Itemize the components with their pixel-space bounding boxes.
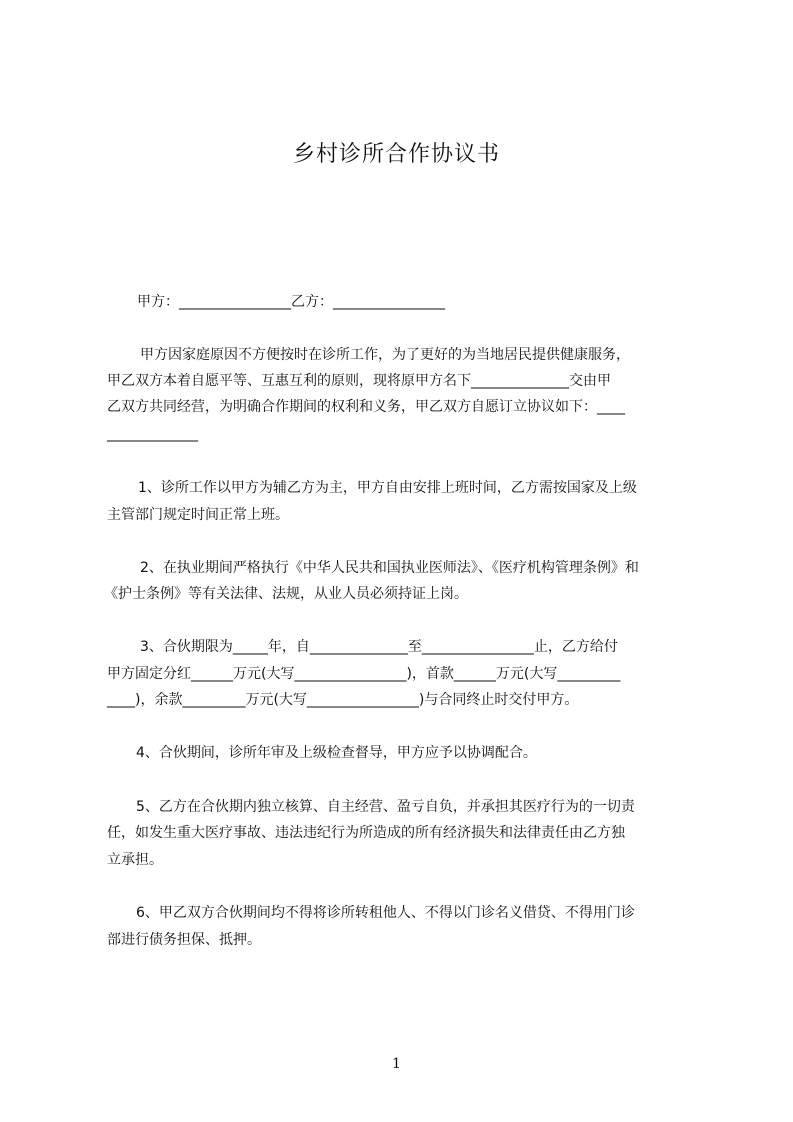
clause-line: 任，如发生重大医疗事故、违法违纪行为所造成的所有经济损失和法律责任由乙方独: [107, 825, 625, 841]
clause-line: 1、诊所工作以甲方为辅乙方为主，甲方自由安排上班时间，乙方需按国家及上级: [138, 480, 637, 496]
parties-line: 甲方：________________乙方：________________: [137, 294, 445, 310]
clause-line: 部进行债务担保、抵押。: [107, 932, 261, 948]
preamble-line: 甲方因家庭原因不方便按时在诊所工作，为了更好的为当地居民提供健康服务，: [140, 347, 630, 363]
preamble-line: _____________: [107, 426, 198, 442]
preamble-line: 甲乙双方本着自愿平等、互惠互利的原则，现将原甲方名下______________交由甲: [107, 373, 611, 389]
clause-line: 5、乙方在合伙期内独立核算、自主经营、盈亏自负，并承担其医疗行为的一切责: [136, 799, 635, 815]
clause-line: 3、合伙期限为_____年，自______________至________________止，乙方给付: [140, 639, 618, 655]
clause-line: 主管部门规定时间正常上班。: [107, 507, 289, 523]
clause-line: ____)，余款_________万元(大写________________)与合同终止时交付甲方。: [107, 692, 579, 708]
preamble-line: 乙双方共同经营，为明确合作期间的权利和义务，甲乙双方自愿订立协议如下：____: [107, 399, 625, 415]
clause-line: 4、合伙期间，诊所年审及上级检查督导，甲方应予以协调配合。: [136, 745, 537, 761]
document-title: 乡村诊所合作协议书: [292, 142, 500, 167]
clause-line: 2、在执业期间严格执行《中华人民共和国执业医师法》、《医疗机构管理条例》和: [140, 560, 639, 576]
clause-line: 立承担。: [107, 852, 163, 868]
page-number: 1: [392, 1056, 401, 1072]
clause-line: 《护士条例》等有关法律、法规，从业人员必须持证上岗。: [104, 586, 468, 602]
clause-line: 6、甲乙双方合伙期间均不得将诊所转租他人、不得以门诊名义借贷、不得用门诊: [136, 905, 635, 921]
clause-line: 甲方固定分红______万元(大写________________)，首款______万元(大写_________: [107, 666, 621, 682]
